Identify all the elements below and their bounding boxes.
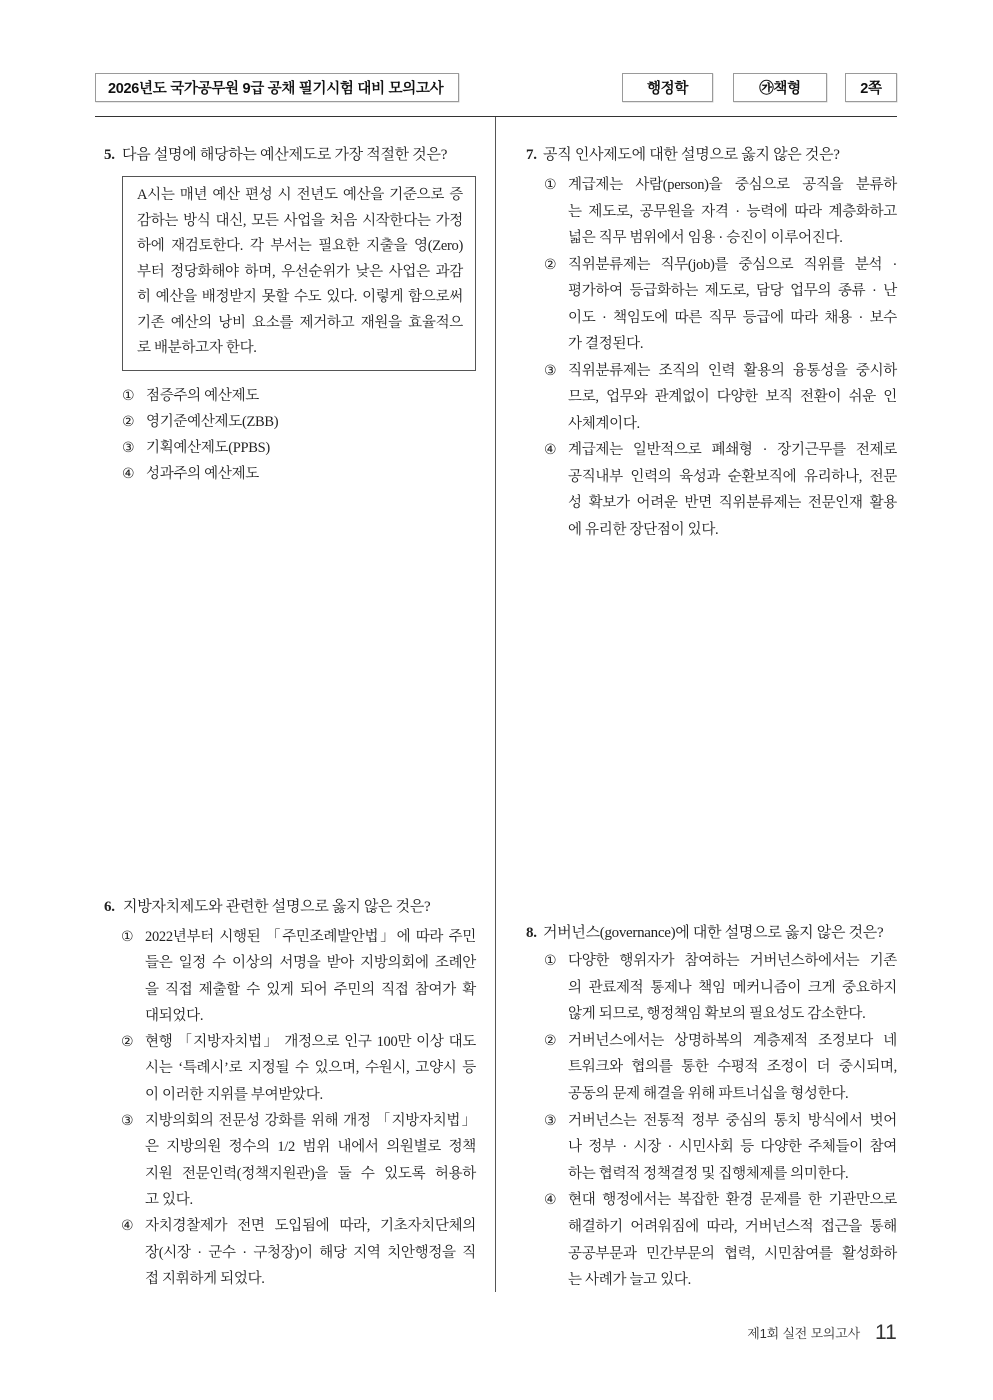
option-text-line: 이 이러한 지위를 부여받았다. [145, 1086, 323, 1103]
exam-title: 2026년도 국가공무원 9급 공채 필기시험 대비 모의고사 [108, 81, 444, 97]
question-number: 7. [526, 147, 537, 163]
option-text-line: 성 확보가 어려운 반면 직위분류제는 전문인재 활용 [568, 495, 897, 511]
option-text-line: 을 직접 제출할 수 있게 되어 주민의 직접 참여가 확 [145, 981, 476, 998]
passage-line: 하에 재검토한다. 각 부서는 필요한 지출을 영(Zero) [137, 238, 463, 254]
header-divider [95, 116, 897, 117]
option-2 [544, 1028, 897, 1108]
option-text-line: 영기준예산제도(ZBB) [146, 414, 279, 430]
option-text-line: 사체계이다. [568, 415, 640, 432]
option-marker: ③ [544, 362, 557, 379]
footer-page-number: 11 [875, 1321, 897, 1344]
option-text-line: 는 제도로, 공무원을 자격 · 능력에 따라 계층화하고 [568, 203, 897, 220]
option-marker: ① [122, 388, 135, 404]
option-1 [544, 948, 897, 1028]
question-prompt: 거버넌스(governance)에 대한 설명으로 옳지 않은 것은? [543, 925, 884, 941]
option-1 [544, 172, 897, 252]
booklet-type-label: ㉮책형 [759, 81, 801, 97]
option-3 [544, 358, 897, 438]
option-marker: ② [121, 1034, 134, 1051]
option-marker: ② [122, 414, 135, 430]
column-divider [495, 117, 496, 1292]
option-1 [122, 383, 476, 409]
option-marker: ③ [122, 440, 135, 456]
option-marker: ④ [544, 1192, 557, 1209]
option-marker: ① [121, 929, 134, 945]
question-number: 6. [104, 899, 115, 915]
subject-box [622, 73, 713, 102]
question-5-options [122, 383, 476, 487]
option-text-line: 트워크와 협의를 통한 수평적 조정이 더 중시되며, [568, 1059, 897, 1076]
footer-exam-label: 제1회 실전 모의고사 [747, 1326, 860, 1341]
option-text-line: 지방의회의 전문성 강화를 위해 개정 「지방자치법」 [145, 1113, 476, 1130]
option-text-line: 지원 전문인력(정책지원관)을 둘 수 있도록 허용하 [145, 1165, 476, 1182]
booklet-type-box [733, 73, 827, 102]
question-number: 8. [526, 925, 537, 941]
option-text-line: 공공부문과 민간부문의 협력, 시민참여를 활성화하 [568, 1245, 897, 1262]
option-text-line: 고 있다. [145, 1191, 193, 1208]
option-text-line: 공동의 문제 해결을 위해 파트너십을 형성한다. [568, 1085, 849, 1102]
passage-line: 히 예산을 배정받지 못할 수도 있다. 이렇게 함으로써 [137, 289, 463, 305]
sheet-page-label: 2쪽 [860, 81, 882, 97]
passage-line: 감하는 방식 대신, 모든 사업을 처음 시작한다는 가정 [137, 212, 463, 229]
question-7-title [526, 142, 897, 168]
option-text-line: 공직내부 인력의 육성과 순환보직에 유리하나, 전문 [568, 468, 897, 485]
option-text-line: 계급제는 사람(person)을 중심으로 공직을 분류하 [568, 177, 897, 193]
option-text-line: 계급제는 일반적으로 폐쇄형 · 장기근무를 전제로 [568, 442, 897, 458]
option-1 [121, 924, 476, 1029]
option-text-line: 넓은 직무 범위에서 임용 · 승진이 이루어진다. [568, 230, 843, 246]
question-5-title [104, 142, 476, 168]
option-marker: ② [544, 1032, 557, 1049]
option-2 [122, 409, 476, 435]
question-number: 5. [104, 147, 115, 163]
question-8-options [544, 948, 897, 1294]
option-text-line: 접 지휘하게 되었다. [145, 1270, 265, 1287]
option-4 [544, 1187, 897, 1293]
option-text-line: 이도 · 책임도에 따른 직무 등급에 따라 채용 · 보수 [568, 309, 897, 326]
question-6-title [104, 894, 476, 920]
option-text-line: 점증주의 예산제도 [146, 388, 259, 404]
passage-line: A시는 매년 예산 편성 시 전년도 예산을 기준으로 증 [137, 187, 463, 203]
option-text-line: 의 관료제적 통제나 책임 메커니즘이 크게 중요하지 [568, 979, 897, 996]
exam-title-box [95, 73, 459, 102]
option-text-line: 직위분류제는 조직의 인력 활용의 융통성을 중시하 [568, 362, 897, 379]
question-5-passage-box [122, 176, 476, 371]
option-marker: ④ [121, 1218, 134, 1235]
subject-label: 행정학 [646, 81, 689, 97]
option-3 [122, 435, 476, 461]
option-text-line: 은 지방의원 정수의 1/2 범위 내에서 의원별로 정책 [145, 1139, 476, 1156]
question-prompt: 지방자치제도와 관련한 설명으로 옳지 않은 것은? [123, 899, 431, 915]
question-prompt: 공직 인사제도에 대한 설명으로 옳지 않은 것은? [543, 147, 840, 163]
option-4 [121, 1213, 476, 1292]
option-text-line: 평가하여 등급화하는 제도로, 담당 업무의 종류 · 난 [568, 283, 897, 299]
option-text-line: 기획예산제도(PPBS) [146, 440, 270, 456]
option-marker: ① [544, 177, 557, 193]
option-marker: ④ [122, 466, 135, 482]
passage-line: 기존 예산의 낭비 요소를 제거하고 재원을 효율적으 [137, 314, 463, 331]
option-text-line: 현대 행정에서는 복잡한 환경 문제를 한 기관만으로 [568, 1192, 897, 1209]
option-marker: ① [544, 953, 557, 969]
option-text-line: 므로, 업무와 관계없이 다양한 보직 전환이 쉬운 인 [568, 389, 897, 405]
option-3 [544, 1108, 897, 1188]
option-text-line: 가 결정된다. [568, 336, 644, 352]
option-text-line: 시는 ‘특례시’로 지정될 수 있으며, 수원시, 고양시 등 [145, 1060, 476, 1077]
option-text-line: 2022년부터 시행된 「주민조례발안법」에 따라 주민 [145, 929, 476, 945]
passage-line: 부터 정당화해야 하며, 우선순위가 낮은 사업은 과감 [137, 263, 463, 280]
option-text-line: 나 정부 · 시장 · 시민사회 등 다양한 주체들이 참여 [568, 1139, 897, 1156]
sheet-page-box [845, 73, 897, 102]
option-text-line: 에 유리한 장단점이 있다. [568, 521, 719, 538]
option-text-line: 해결하기 어려워짐에 따라, 거버넌스적 접근을 통해 [568, 1218, 897, 1235]
option-2 [544, 252, 897, 358]
question-8-title [526, 920, 897, 946]
passage-line: 로 배분하고자 한다. [137, 340, 257, 356]
option-3 [121, 1108, 476, 1213]
option-text-line: 직위분류제는 직무(job)를 중심으로 직위를 분석 · [568, 256, 897, 273]
option-text-line: 성과주의 예산제도 [146, 466, 259, 482]
option-marker: ② [544, 256, 557, 273]
option-marker: ④ [544, 442, 557, 458]
option-text-line: 거버넌스에서는 상명하복의 계층제적 조정보다 네 [568, 1032, 897, 1049]
option-text-line: 장(시장 · 군수 · 구청장)이 해당 지역 치안행정을 직 [145, 1244, 476, 1261]
option-text-line: 대되었다. [145, 1007, 204, 1024]
option-text-line: 하는 협력적 정책결정 및 집행체제를 의미한다. [568, 1165, 849, 1182]
question-7-options [544, 172, 897, 543]
option-4 [544, 437, 897, 543]
option-marker: ③ [121, 1113, 134, 1130]
option-marker: ③ [544, 1112, 557, 1129]
option-text-line: 거버넌스는 전통적 정부 중심의 통치 방식에서 벗어 [568, 1112, 897, 1129]
question-6-options [121, 924, 476, 1292]
option-text-line: 현행 「지방자치법」 개정으로 인구 100만 이상 대도 [145, 1034, 476, 1051]
option-text-line: 않게 되므로, 행정책임 확보의 필요성도 감소한다. [568, 1006, 866, 1023]
option-text-line: 다양한 행위자가 참여하는 거버넌스하에서는 기존 [568, 953, 897, 969]
option-text-line: 들은 일정 수 이상의 서명을 받아 지방의회에 조례안 [145, 955, 476, 972]
option-text-line: 는 사례가 늘고 있다. [568, 1272, 691, 1289]
option-2 [121, 1029, 476, 1108]
option-text-line: 자치경찰제가 전면 도입됨에 따라, 기초자치단체의 [145, 1218, 476, 1235]
question-prompt: 다음 설명에 해당하는 예산제도로 가장 적절한 것은? [122, 147, 448, 163]
option-4 [122, 461, 476, 487]
